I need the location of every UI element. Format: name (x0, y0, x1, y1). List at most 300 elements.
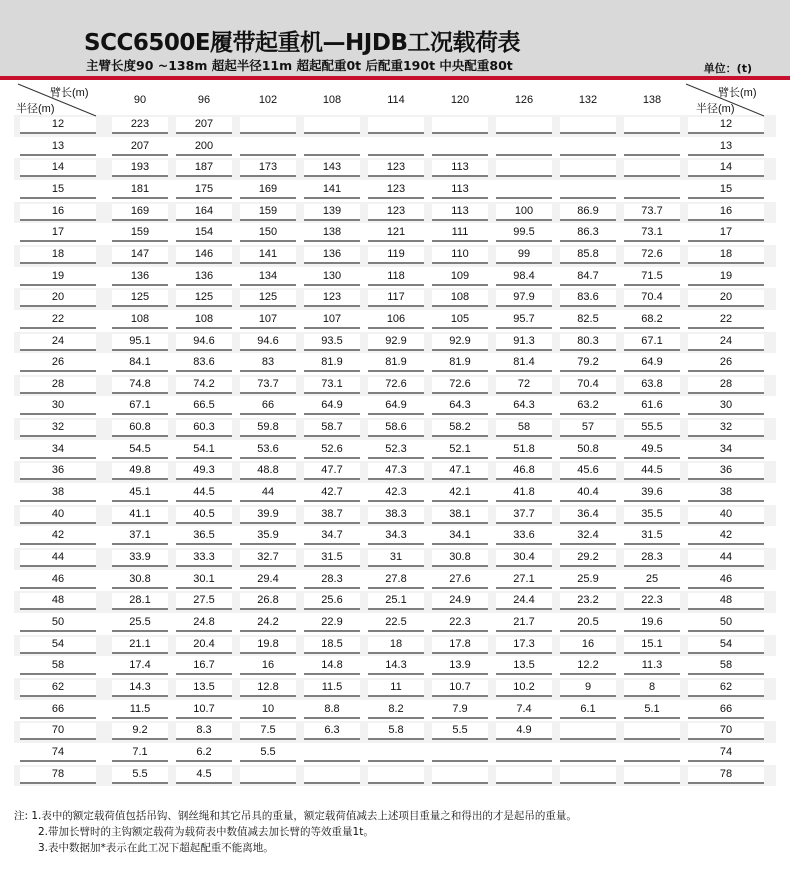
radius-cell-right: 70 (688, 723, 764, 740)
corner-radius-label-left: 半径(m) (16, 103, 55, 115)
load-value-cell: 60.8 (112, 420, 168, 437)
load-value-cell: 14.8 (304, 658, 360, 675)
load-value-cell (240, 117, 296, 134)
load-value-cell: 10 (240, 702, 296, 719)
load-value-cell (496, 767, 552, 784)
load-value-cell: 24.9 (432, 593, 488, 610)
radius-cell: 32 (20, 420, 96, 437)
radius-cell-right: 62 (688, 680, 764, 697)
corner-boom-label-right: 臂长(m) (718, 87, 757, 99)
load-value-cell: 38.3 (368, 507, 424, 524)
load-value-cell: 20.4 (176, 637, 232, 654)
load-value-cell: 94.6 (176, 334, 232, 351)
load-value-cell: 54.5 (112, 442, 168, 459)
radius-cell-right: 12 (688, 117, 764, 134)
radius-cell-right: 18 (688, 247, 764, 264)
load-value-cell: 63.2 (560, 398, 616, 415)
load-value-cell: 12.2 (560, 658, 616, 675)
load-value-cell: 173 (240, 160, 296, 177)
load-value-cell: 175 (176, 182, 232, 199)
load-value-cell: 22.9 (304, 615, 360, 632)
load-value-cell (432, 767, 488, 784)
radius-cell-right: 74 (688, 745, 764, 762)
load-value-cell: 41.8 (496, 485, 552, 502)
load-value-cell (624, 117, 680, 134)
load-value-cell: 51.8 (496, 442, 552, 459)
boom-length-header: 120 (450, 94, 470, 106)
load-value-cell: 72 (496, 377, 552, 394)
load-value-cell: 82.5 (560, 312, 616, 329)
load-value-cell (624, 139, 680, 156)
load-value-cell: 107 (240, 312, 296, 329)
load-value-cell: 64.9 (624, 355, 680, 372)
boom-length-header: 96 (197, 94, 211, 106)
load-value-cell: 99 (496, 247, 552, 264)
load-value-cell: 25.6 (304, 593, 360, 610)
load-value-cell: 8.3 (176, 723, 232, 740)
load-value-cell: 16.7 (176, 658, 232, 675)
load-value-cell: 67.1 (624, 334, 680, 351)
radius-cell: 30 (20, 398, 96, 415)
load-value-cell: 130 (304, 269, 360, 286)
load-value-cell: 34.1 (432, 528, 488, 545)
load-value-cell: 55.5 (624, 420, 680, 437)
radius-cell: 15 (20, 182, 96, 199)
radius-cell-right: 34 (688, 442, 764, 459)
load-value-cell: 49.3 (176, 463, 232, 480)
load-value-cell: 26.8 (240, 593, 296, 610)
load-value-cell: 39.6 (624, 485, 680, 502)
load-value-cell: 13.9 (432, 658, 488, 675)
load-value-cell: 34.7 (304, 528, 360, 545)
load-value-cell: 94.6 (240, 334, 296, 351)
load-value-cell: 66 (240, 398, 296, 415)
load-value-cell: 37.1 (112, 528, 168, 545)
radius-cell: 18 (20, 247, 96, 264)
load-value-cell: 37.7 (496, 507, 552, 524)
load-value-cell: 48.8 (240, 463, 296, 480)
load-value-cell: 98.4 (496, 269, 552, 286)
load-value-cell: 83 (240, 355, 296, 372)
load-value-cell: 22.3 (624, 593, 680, 610)
radius-cell-right: 66 (688, 702, 764, 719)
load-value-cell: 68.2 (624, 312, 680, 329)
load-value-cell: 5.5 (240, 745, 296, 762)
load-value-cell: 83.6 (560, 290, 616, 307)
radius-cell-right: 16 (688, 204, 764, 221)
radius-cell-right: 40 (688, 507, 764, 524)
load-value-cell (240, 139, 296, 156)
load-value-cell: 30.8 (112, 572, 168, 589)
radius-cell: 62 (20, 680, 96, 697)
load-value-cell: 18 (368, 637, 424, 654)
load-value-cell: 123 (368, 204, 424, 221)
load-value-cell: 24.8 (176, 615, 232, 632)
radius-cell-right: 15 (688, 182, 764, 199)
load-value-cell: 67.1 (112, 398, 168, 415)
load-value-cell: 117 (368, 290, 424, 307)
load-value-cell: 92.9 (432, 334, 488, 351)
radius-cell-right: 50 (688, 615, 764, 632)
load-value-cell: 108 (176, 312, 232, 329)
load-value-cell: 31.5 (304, 550, 360, 567)
load-value-cell (496, 117, 552, 134)
load-value-cell: 86.3 (560, 225, 616, 242)
load-value-cell: 123 (304, 290, 360, 307)
load-value-cell: 109 (432, 269, 488, 286)
load-value-cell: 223 (112, 117, 168, 134)
load-value-cell: 44.5 (176, 485, 232, 502)
load-value-cell (496, 182, 552, 199)
load-value-cell: 125 (176, 290, 232, 307)
boom-length-header: 114 (387, 94, 405, 106)
load-value-cell: 150 (240, 225, 296, 242)
corner-radius-label-right: 半径(m) (696, 103, 735, 115)
load-value-cell: 35.5 (624, 507, 680, 524)
radius-cell: 20 (20, 290, 96, 307)
load-value-cell: 28.3 (624, 550, 680, 567)
radius-cell: 48 (20, 593, 96, 610)
load-value-cell: 12.8 (240, 680, 296, 697)
radius-cell: 66 (20, 702, 96, 719)
load-value-cell (560, 745, 616, 762)
load-value-cell: 29.4 (240, 572, 296, 589)
load-value-cell: 107 (304, 312, 360, 329)
load-value-cell: 4.9 (496, 723, 552, 740)
corner-diagonal-right (684, 82, 766, 118)
load-value-cell: 63.8 (624, 377, 680, 394)
load-value-cell: 57 (560, 420, 616, 437)
load-value-cell: 84.1 (112, 355, 168, 372)
load-value-cell: 23.2 (560, 593, 616, 610)
load-value-cell: 61.6 (624, 398, 680, 415)
load-value-cell (304, 139, 360, 156)
radius-cell-right: 19 (688, 269, 764, 286)
load-value-cell: 49.5 (624, 442, 680, 459)
load-value-cell (496, 745, 552, 762)
load-value-cell: 16 (240, 658, 296, 675)
load-value-cell: 14.3 (112, 680, 168, 697)
load-value-cell: 7.5 (240, 723, 296, 740)
load-value-cell: 27.5 (176, 593, 232, 610)
radius-cell-right: 48 (688, 593, 764, 610)
load-value-cell: 19.6 (624, 615, 680, 632)
load-value-cell: 207 (112, 139, 168, 156)
boom-length-header: 102 (258, 94, 278, 106)
load-value-cell (560, 767, 616, 784)
load-value-cell: 121 (368, 225, 424, 242)
radius-cell: 74 (20, 745, 96, 762)
load-value-cell: 25 (624, 572, 680, 589)
load-value-cell: 70.4 (624, 290, 680, 307)
load-value-cell: 28.1 (112, 593, 168, 610)
load-value-cell (304, 117, 360, 134)
load-value-cell: 93.5 (304, 334, 360, 351)
load-value-cell: 141 (240, 247, 296, 264)
load-value-cell: 17.3 (496, 637, 552, 654)
load-value-cell: 7.4 (496, 702, 552, 719)
load-value-cell (368, 117, 424, 134)
load-value-cell: 11.5 (112, 702, 168, 719)
load-value-cell: 74.8 (112, 377, 168, 394)
load-value-cell: 42.1 (432, 485, 488, 502)
radius-cell: 54 (20, 637, 96, 654)
load-value-cell: 11.3 (624, 658, 680, 675)
load-value-cell: 72.6 (432, 377, 488, 394)
load-value-cell: 108 (432, 290, 488, 307)
load-value-cell (432, 117, 488, 134)
load-value-cell: 21.7 (496, 615, 552, 632)
load-value-cell: 27.8 (368, 572, 424, 589)
load-value-cell: 25.9 (560, 572, 616, 589)
load-value-cell: 58 (496, 420, 552, 437)
load-value-cell: 159 (240, 204, 296, 221)
load-value-cell: 66.5 (176, 398, 232, 415)
load-value-cell: 6.3 (304, 723, 360, 740)
load-value-cell: 169 (112, 204, 168, 221)
load-value-cell (624, 182, 680, 199)
radius-cell-right: 17 (688, 225, 764, 242)
load-value-cell: 52.6 (304, 442, 360, 459)
notes (14, 808, 577, 856)
load-value-cell: 95.1 (112, 334, 168, 351)
load-value-cell: 10.7 (432, 680, 488, 697)
load-value-cell (624, 767, 680, 784)
load-value-cell: 13.5 (176, 680, 232, 697)
load-value-cell: 50.8 (560, 442, 616, 459)
load-value-cell: 28.3 (304, 572, 360, 589)
load-value-cell: 4.5 (176, 767, 232, 784)
load-value-cell: 95.7 (496, 312, 552, 329)
load-value-cell: 5.8 (368, 723, 424, 740)
page-title: SCC6500E履带起重机—HJDB工况载荷表 (84, 30, 520, 56)
load-value-cell: 92.9 (368, 334, 424, 351)
load-value-cell: 42.3 (368, 485, 424, 502)
radius-cell-right: 24 (688, 334, 764, 351)
radius-cell: 26 (20, 355, 96, 372)
load-value-cell (624, 745, 680, 762)
load-value-cell: 29.2 (560, 550, 616, 567)
radius-cell: 19 (20, 269, 96, 286)
boom-length-header: 138 (642, 94, 662, 106)
load-value-cell: 73.7 (624, 204, 680, 221)
radius-cell: 17 (20, 225, 96, 242)
load-value-cell: 58.2 (432, 420, 488, 437)
load-value-cell (560, 160, 616, 177)
load-value-cell: 60.3 (176, 420, 232, 437)
boom-length-header: 90 (133, 94, 147, 106)
radius-cell-right: 14 (688, 160, 764, 177)
load-value-cell: 58.6 (368, 420, 424, 437)
load-value-cell: 27.6 (432, 572, 488, 589)
load-value-cell: 125 (240, 290, 296, 307)
load-value-cell: 34.3 (368, 528, 424, 545)
load-value-cell: 35.9 (240, 528, 296, 545)
load-value-cell: 72.6 (368, 377, 424, 394)
load-value-cell: 36.5 (176, 528, 232, 545)
load-value-cell: 16 (560, 637, 616, 654)
load-value-cell: 7.9 (432, 702, 488, 719)
load-value-cell: 113 (432, 204, 488, 221)
load-value-cell: 7.1 (112, 745, 168, 762)
radius-cell: 50 (20, 615, 96, 632)
load-value-cell: 169 (240, 182, 296, 199)
radius-cell: 16 (20, 204, 96, 221)
radius-cell: 38 (20, 485, 96, 502)
load-value-cell: 91.3 (496, 334, 552, 351)
load-value-cell: 81.9 (432, 355, 488, 372)
load-value-cell: 25.1 (368, 593, 424, 610)
load-value-cell: 49.8 (112, 463, 168, 480)
load-value-cell: 46.8 (496, 463, 552, 480)
load-value-cell: 14.3 (368, 658, 424, 675)
load-value-cell: 15.1 (624, 637, 680, 654)
radius-cell-right: 38 (688, 485, 764, 502)
load-value-cell: 143 (304, 160, 360, 177)
load-value-cell: 31.5 (624, 528, 680, 545)
load-value-cell: 8.2 (368, 702, 424, 719)
load-value-cell (624, 723, 680, 740)
load-value-cell: 141 (304, 182, 360, 199)
load-value-cell: 181 (112, 182, 168, 199)
load-value-cell: 113 (432, 182, 488, 199)
radius-cell: 70 (20, 723, 96, 740)
radius-cell-right: 30 (688, 398, 764, 415)
load-value-cell: 73.1 (624, 225, 680, 242)
load-value-cell: 25.5 (112, 615, 168, 632)
radius-cell-right: 36 (688, 463, 764, 480)
radius-cell: 58 (20, 658, 96, 675)
load-value-cell: 44 (240, 485, 296, 502)
load-value-cell: 97.9 (496, 290, 552, 307)
load-value-cell: 100 (496, 204, 552, 221)
load-value-cell (560, 139, 616, 156)
load-value-cell: 64.3 (432, 398, 488, 415)
load-value-cell: 73.7 (240, 377, 296, 394)
load-value-cell: 13.5 (496, 658, 552, 675)
load-value-cell: 70.4 (560, 377, 616, 394)
radius-cell: 22 (20, 312, 96, 329)
radius-cell-right: 13 (688, 139, 764, 156)
load-value-cell: 40.4 (560, 485, 616, 502)
load-value-cell (368, 767, 424, 784)
load-value-cell: 79.2 (560, 355, 616, 372)
load-value-cell: 11 (368, 680, 424, 697)
load-value-cell: 36.4 (560, 507, 616, 524)
boom-length-header: 108 (322, 94, 342, 106)
load-value-cell: 33.6 (496, 528, 552, 545)
load-value-cell: 85.8 (560, 247, 616, 264)
load-value-cell: 74.2 (176, 377, 232, 394)
load-value-cell (368, 139, 424, 156)
load-value-cell: 9 (560, 680, 616, 697)
load-value-cell: 159 (112, 225, 168, 242)
radius-cell: 40 (20, 507, 96, 524)
load-value-cell: 45.1 (112, 485, 168, 502)
radius-cell: 42 (20, 528, 96, 545)
load-value-cell: 31 (368, 550, 424, 567)
load-value-cell: 207 (176, 117, 232, 134)
load-value-cell: 106 (368, 312, 424, 329)
note-3: 3.表中数据加*表示在此工况下超起配重不能离地。 (38, 842, 274, 854)
load-value-cell: 136 (176, 269, 232, 286)
load-value-cell (304, 767, 360, 784)
radius-cell: 28 (20, 377, 96, 394)
radius-cell-right: 46 (688, 572, 764, 589)
radius-cell-right: 42 (688, 528, 764, 545)
load-value-cell: 86.9 (560, 204, 616, 221)
load-value-cell (496, 139, 552, 156)
load-value-cell: 17.4 (112, 658, 168, 675)
load-value-cell: 138 (304, 225, 360, 242)
corner-boom-label-left: 臂长(m) (50, 87, 89, 99)
load-value-cell: 8 (624, 680, 680, 697)
load-value-cell: 6.2 (176, 745, 232, 762)
load-value-cell: 111 (432, 225, 488, 242)
load-value-cell: 64.9 (304, 398, 360, 415)
load-value-cell: 99.5 (496, 225, 552, 242)
load-value-cell: 73.1 (304, 377, 360, 394)
load-value-cell: 5.5 (112, 767, 168, 784)
load-value-cell: 113 (432, 160, 488, 177)
load-value-cell: 81.4 (496, 355, 552, 372)
radius-cell: 12 (20, 117, 96, 134)
load-value-cell (432, 139, 488, 156)
load-value-cell: 41.1 (112, 507, 168, 524)
load-value-cell: 47.1 (432, 463, 488, 480)
load-value-cell: 30.8 (432, 550, 488, 567)
load-value-cell: 139 (304, 204, 360, 221)
load-value-cell: 27.1 (496, 572, 552, 589)
load-value-cell: 5.5 (432, 723, 488, 740)
load-value-cell: 47.7 (304, 463, 360, 480)
load-value-cell: 53.6 (240, 442, 296, 459)
load-value-cell: 42.7 (304, 485, 360, 502)
load-value-cell: 105 (432, 312, 488, 329)
load-value-cell (304, 745, 360, 762)
load-value-cell: 64.9 (368, 398, 424, 415)
load-value-cell: 136 (304, 247, 360, 264)
load-value-cell: 45.6 (560, 463, 616, 480)
load-value-cell: 39.9 (240, 507, 296, 524)
load-value-cell (560, 117, 616, 134)
load-value-cell: 187 (176, 160, 232, 177)
radius-cell-right: 44 (688, 550, 764, 567)
boom-length-header: 132 (578, 94, 598, 106)
load-value-cell: 21.1 (112, 637, 168, 654)
load-value-cell (432, 745, 488, 762)
radius-cell-right: 20 (688, 290, 764, 307)
load-value-cell: 30.1 (176, 572, 232, 589)
load-value-cell: 64.3 (496, 398, 552, 415)
load-value-cell: 22.5 (368, 615, 424, 632)
load-value-cell: 81.9 (368, 355, 424, 372)
load-value-cell: 125 (112, 290, 168, 307)
load-value-cell: 33.3 (176, 550, 232, 567)
load-value-cell (560, 723, 616, 740)
load-value-cell: 72.6 (624, 247, 680, 264)
load-value-cell (240, 767, 296, 784)
load-value-cell: 84.7 (560, 269, 616, 286)
radius-cell: 46 (20, 572, 96, 589)
load-value-cell: 52.1 (432, 442, 488, 459)
load-value-cell (368, 745, 424, 762)
load-value-cell (624, 160, 680, 177)
load-value-cell: 136 (112, 269, 168, 286)
corner-diagonal-left (16, 82, 98, 118)
load-value-cell: 5.1 (624, 702, 680, 719)
load-value-cell: 52.3 (368, 442, 424, 459)
